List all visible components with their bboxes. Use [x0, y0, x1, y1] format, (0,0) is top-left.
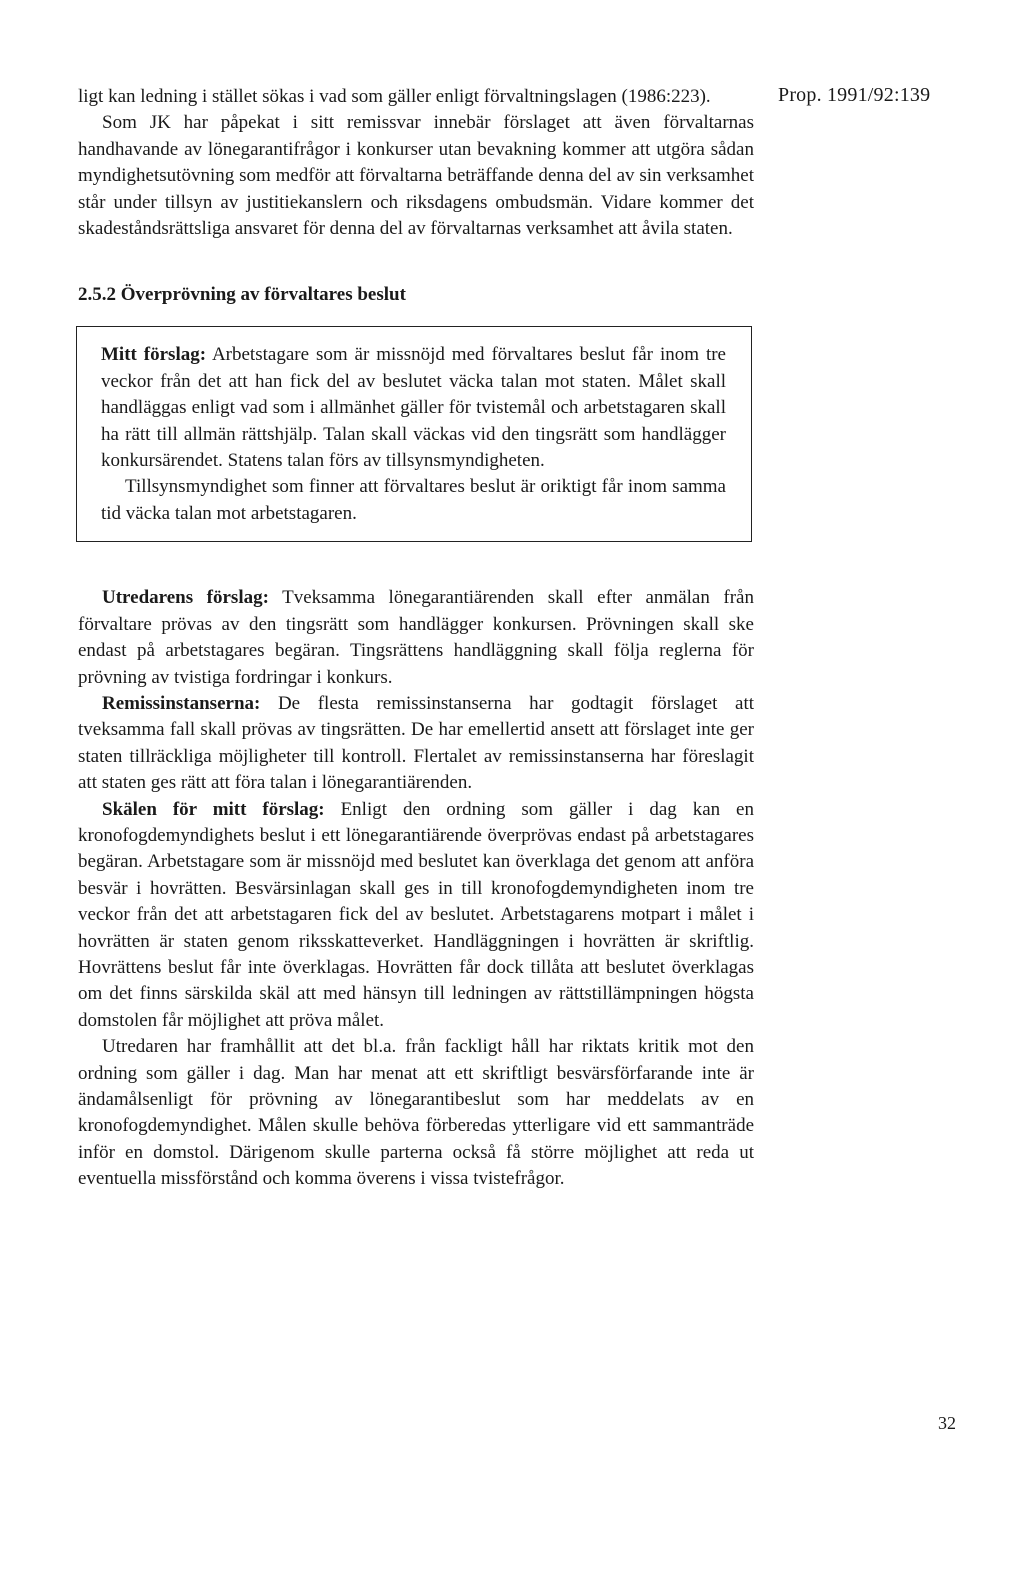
section-heading: 2.5.2 Överprövning av förvaltares beslut	[78, 284, 406, 306]
intro-paragraph-1: ligt kan ledning i stället sökas i vad som gäller enligt förvaltningslagen (1986:223).	[78, 86, 711, 107]
remiss-text: De flesta remissinstanserna har godtagit förslaget att tveksamma fall skall prövas av tingsrätten. De har emellertid ansett att förslaget inte ger staten tillräckliga möjligheter till kontroll. Flertalet av remissinstanserna har föreslagit att staten ges rätt att föra talan i lönegarantiärenden.	[78, 692, 754, 794]
proposal-paragraph-2: Tillsynsmyndighet som finner att förvaltares beslut är oriktigt får inom samma tid väcka talan mot arbetstagaren.	[101, 476, 726, 524]
page-header-prop-ref: Prop. 1991/92:139	[778, 84, 931, 106]
page-number: 32	[938, 1413, 956, 1433]
utredaren-text: Tveksamma lönegarantiärenden skall efter anmälan från förvaltare prövas av den tingsrätt som handlägger konkursen. Prövningen skall ske endast på arbetstagares begäran. Tingsrättens handläggning skall följa reglerna för prövning av tvistiga fordringar i konkurs.	[78, 587, 754, 688]
proposal-paragraph-1	[101, 342, 726, 474]
proposal-box	[76, 326, 752, 542]
remiss-paragraph	[78, 691, 754, 797]
skalen-paragraph	[78, 797, 754, 1035]
final-paragraph: Utredaren har framhållit att det bl.a. från fackligt håll har riktats kritik mot den ordning som gäller i dag. Man har menat att ett skriftligt besvärsförfarande inte är ändamålsenligt för prövning av lönegarantibeslut som har meddelats av en kronofogdemyndighet. Målen skulle behöva förberedas ytterligare vid ett sammanträde inför en domstol. Därigenom skulle parterna också få större möjlighet att reda ut eventuella missförstånd och komma överens i vissa tvistefrågor.	[78, 1036, 754, 1190]
utredaren-lead: Utredarens förslag:	[102, 587, 269, 609]
proposal-text-1: Arbetstagare som är missnöjd med förvaltares beslut får inom tre veckor från det att han fick del av beslutet väcka talan mot staten. Målet skall handläggas enligt vad som i allmänhet gäller för tvistemål och arbetstagaren skall ha rätt till allmän rättshjälp. Talan skall väckas vid den tingsrätt som handlägger konkursärendet. Statens talan förs av tillsynsmyndigheten.	[101, 344, 726, 472]
page-body	[78, 84, 754, 1193]
remiss-lead: Remissinstanserna:	[102, 692, 261, 714]
intro-paragraph-2: Som JK har påpekat i sitt remissvar innebär förslaget att även förvaltarnas handhavande av lönegarantifrågor i konkurser utan bevakning kommer att utgöra sådan myndighetsutövning som medför att förvaltarna beträffande denna del av sin verksamhet står under tillsyn av justitiekanslern och riksdagens ombudsmän. Vidare kommer det skadeståndsrättsliga ansvaret för denna del av förvaltarnas verksamhet att åvila staten.	[78, 112, 754, 240]
skalen-lead: Skälen för mitt förslag:	[102, 798, 325, 820]
skalen-text: Enligt den ordning som gäller i dag kan en kronofogdemyndighets beslut i ett lönegarantiärende överprövas endast på arbetstagares begäran. Arbetstagare som är missnöjd med beslutet kan överklaga det genom att anföra besvär i hovrätten. Besvärsinlagan skall ges in till kronofogdemyndigheten inom tre veckor från det att arbetstagaren fick del av beslutet. Arbetstagarens motpart i målet i hovrätten är staten genom riksskatteverket. Handläggningen i hovrätten är skriftlig. Hovrättens beslut får inte överklagas. Hovrätten får dock tillåta att beslutet överklagas om det finns särskilda skäl att med hänsyn till ledningen av rättstillämpningen högsta domstolen får möjlighet att pröva målet.	[78, 798, 754, 1031]
utredaren-paragraph	[78, 585, 754, 691]
proposal-lead: Mitt förslag:	[101, 344, 207, 366]
